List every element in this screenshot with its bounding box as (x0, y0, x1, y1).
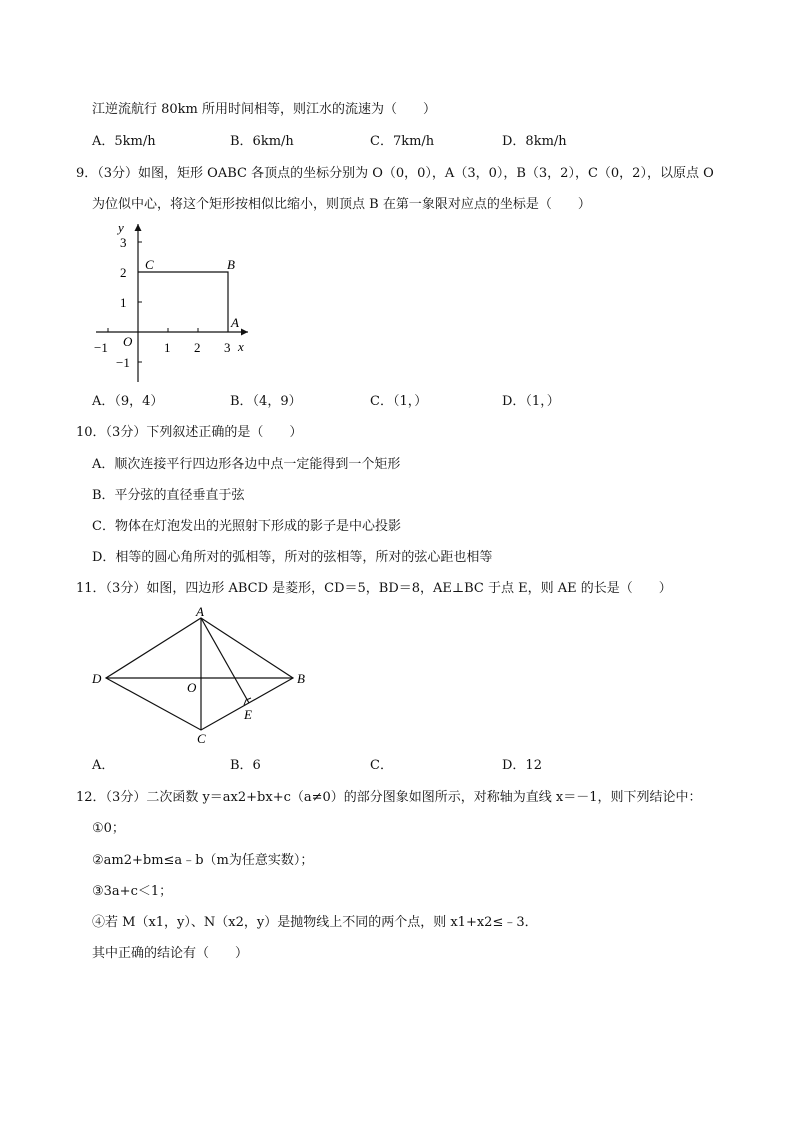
q9-stem-line1: 9．（3分）如图，矩形 OABC 各顶点的坐标分别为 O（0，0），A（3，0），B（3，2），C（0，2），以原点 O (76, 166, 714, 181)
q9-option-a: A．（9，4） (92, 394, 164, 409)
y-tick-label: 1 (120, 295, 127, 310)
q8-option-c: C．7km/h (370, 134, 435, 149)
point-c-label: C (145, 257, 154, 272)
q9-coordinate-figure (88, 218, 258, 386)
x-axis-label: x (238, 339, 244, 354)
q12-statement-3: ③3a+c＜1； (92, 884, 173, 899)
q11-option-a: A． (92, 758, 115, 773)
x-tick-label: 1 (164, 340, 171, 355)
point-c-label: C (197, 731, 206, 746)
q8-line2: 江逆流航行 80km 所用时间相等，则江水的流速为（ ） (92, 102, 437, 117)
q9-option-c: C．（1，） (370, 394, 428, 409)
q9-option-d: D．（1，） (502, 394, 560, 409)
rectangle-oabc (138, 272, 228, 332)
q12-tail: 其中正确的结论有（ ） (92, 946, 249, 961)
q10-option-a: A．顺次连接平行四边形各边中点一定能得到一个矩形 (92, 457, 401, 472)
q8-option-d: D．8km/h (502, 134, 567, 149)
origin-label: O (123, 334, 133, 349)
point-b-label: B (297, 671, 305, 686)
q10-option-c: C．物体在灯泡发出的光照射下形成的影子是中心投影 (92, 519, 401, 534)
point-b-label: B (227, 257, 235, 272)
q12-statement-4: ④若 M（x1，y）、N（x2，y）是抛物线上不同的两个点，则 x1+x2≤﹣3． (92, 915, 538, 930)
x-tick-label: −1 (94, 340, 108, 355)
point-o-label: O (187, 680, 197, 695)
q11-option-d: D．12 (502, 758, 542, 773)
q9-option-b: B．（4，9） (230, 394, 302, 409)
y-tick-label: 2 (120, 265, 127, 280)
point-e-label: E (244, 707, 252, 722)
point-a-label: A (231, 315, 239, 330)
segment-ae (201, 618, 249, 703)
point-a-label: A (196, 606, 204, 619)
point-d-label: D (92, 671, 102, 686)
y-axis-label: y (118, 220, 124, 235)
q11-stem: 11．（3分）如图，四边形 ABCD 是菱形，CD＝5，BD＝8，AE⊥BC 于点 E，则 AE 的长是（ ） (76, 581, 672, 596)
y-tick-label: 3 (120, 235, 127, 250)
q10-option-d: D．相等的圆心角所对的弧相等，所对的弦相等，所对的弦心距也相等 (92, 550, 493, 565)
q11-option-c: C． (370, 758, 393, 773)
q10-option-b: B．平分弦的直径垂直于弦 (92, 488, 245, 503)
q12-stem: 12．（3分）二次函数 y＝ax2+bx+c（a≠0）的部分图象如图所示，对称轴为直线 x＝－1，则下列结论中： (76, 790, 702, 805)
q12-statement-1: ①0； (92, 821, 125, 836)
q12-statement-2: ②am2+bm≤a﹣b（m为任意实数）； (92, 853, 314, 868)
x-tick-label: 3 (224, 340, 231, 355)
q8-option-b: B．6km/h (230, 134, 294, 149)
q8-option-a: A．5km/h (92, 134, 156, 149)
q9-stem-line2: 为位似中心，将这个矩形按相似比缩小，则顶点 B 在第一象限对应点的坐标是（ ） (92, 197, 591, 212)
q11-option-b: B．6 (230, 758, 261, 773)
x-tick-label: 2 (194, 340, 201, 355)
y-tick-label: −1 (116, 355, 130, 370)
rhombus-abcd (106, 618, 293, 730)
q11-rhombus-figure (88, 606, 318, 748)
q10-stem: 10．（3分）下列叙述正确的是（ ） (76, 425, 303, 440)
